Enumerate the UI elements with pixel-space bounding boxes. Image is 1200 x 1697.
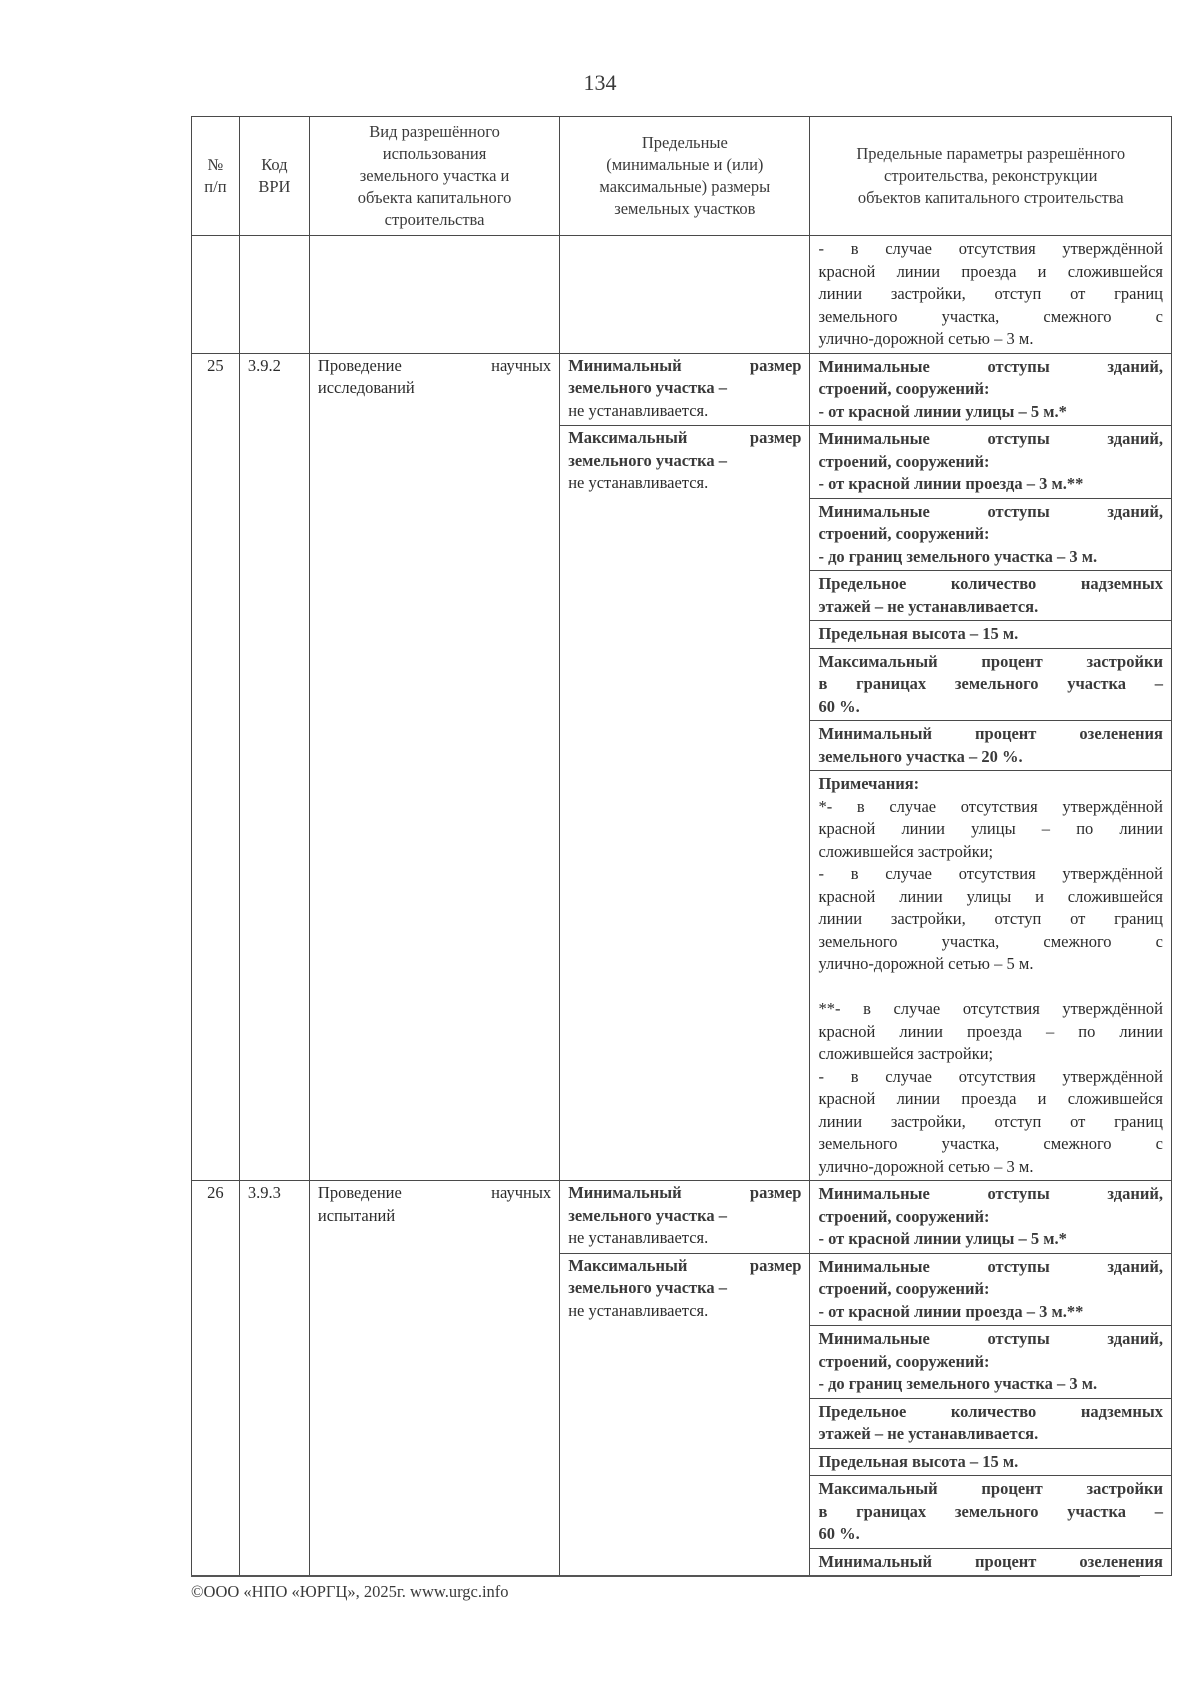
continuation-empty-cell: [192, 236, 240, 354]
row-permitted-use: Проведение научных исследований: [309, 353, 559, 1181]
continuation-empty-cell: [560, 236, 810, 354]
page-number: 134: [583, 70, 617, 95]
param-cell: Минимальные отступы зданий, строений, сооружений: - от красной линии проезда – 3 м.**: [810, 1253, 1172, 1326]
row-code: 3.9.2: [239, 353, 309, 1181]
row-number: 25: [192, 353, 240, 1181]
param-cell: Минимальный процент озеленения земельного участка – 20 %.: [810, 721, 1172, 771]
header-number: № п/п: [192, 117, 240, 236]
param-cell: Минимальные отступы зданий, строений, сооружений: - от красной линии проезда – 3 м.**: [810, 426, 1172, 499]
continuation-row: [192, 236, 1172, 354]
table-header-row: [192, 117, 1172, 236]
notes-cell: Примечания: *- в случае отсутствия утверждённой красной линии улицы – по линии сложившейся застройки; - в случае отсутствия утверждённой красной линии улицы и сложившейся линии застройки, отступ от границ земельного участка, смежного с улично-дорожной сетью – 5 м. **- в случае отсутствия утверждённой красной линии проезда – по линии сложившейся застройки; - в случае отсутствия утверждённой красной линии проезда и сложившейся линии застройки, отступ от границ земельного участка, смежного с улично-дорожной сетью – 3 м.: [810, 771, 1172, 1181]
min-plot-size-cell: Минимальный размер земельного участка – не устанавливается.: [560, 1181, 810, 1254]
footer-copyright: ©ООО «НПО «ЮРГЦ», 2025г. www.urgc.info: [191, 1582, 509, 1601]
param-cell: Максимальный процент застройки в границах земельного участка – 60 %.: [810, 648, 1172, 721]
regulation-table: [191, 116, 1172, 1576]
param-cell: Минимальные отступы зданий, строений, сооружений: - до границ земельного участка – 3 м.: [810, 498, 1172, 571]
param-cell: Предельная высота – 15 м.: [810, 1448, 1172, 1476]
row-permitted-use: Проведение научных испытаний: [309, 1181, 559, 1576]
table-row: [192, 353, 1172, 426]
header-construction-params: Предельные параметры разрешённого строительства, реконструкции объектов капитального строительства: [810, 117, 1172, 236]
param-cell: Предельное количество надземных этажей – не устанавливается.: [810, 571, 1172, 621]
header-plot-sizes: Предельные (минимальные и (или) максимальные) размеры земельных участков: [560, 117, 810, 236]
param-cell: Предельная высота – 15 м.: [810, 621, 1172, 649]
max-plot-size-cell: Максимальный размер земельного участка – не устанавливается.: [560, 1253, 810, 1576]
table-row: [192, 1181, 1172, 1254]
header-permitted-use: Вид разрешённого использования земельного участка и объекта капитального строительства: [309, 117, 559, 236]
param-cell: Минимальные отступы зданий, строений, сооружений: - до границ земельного участка – 3 м.: [810, 1326, 1172, 1399]
continuation-empty-cell: [309, 236, 559, 354]
row-code: 3.9.3: [239, 1181, 309, 1576]
max-plot-size-cell: Максимальный размер земельного участка – не устанавливается.: [560, 426, 810, 1181]
param-cell: Минимальный процент озеленения: [810, 1548, 1172, 1576]
param-cell: Минимальные отступы зданий, строений, сооружений: - от красной линии улицы – 5 м.*: [810, 1181, 1172, 1254]
param-cell: Минимальные отступы зданий, строений, сооружений: - от красной линии улицы – 5 м.*: [810, 353, 1172, 426]
header-code: Код ВРИ: [239, 117, 309, 236]
continuation-empty-cell: [239, 236, 309, 354]
row-number: 26: [192, 1181, 240, 1576]
min-plot-size-cell: Минимальный размер земельного участка – не устанавливается.: [560, 353, 810, 426]
continuation-note-cell: - в случае отсутствия утверждённой красной линии проезда и сложившейся линии застройки, отступ от границ земельного участка, смежного с улично-дорожной сетью – 3 м.: [810, 236, 1172, 354]
param-cell: Максимальный процент застройки в границах земельного участка – 60 %.: [810, 1476, 1172, 1549]
footer-divider: [191, 1575, 1140, 1577]
param-cell: Предельное количество надземных этажей – не устанавливается.: [810, 1398, 1172, 1448]
